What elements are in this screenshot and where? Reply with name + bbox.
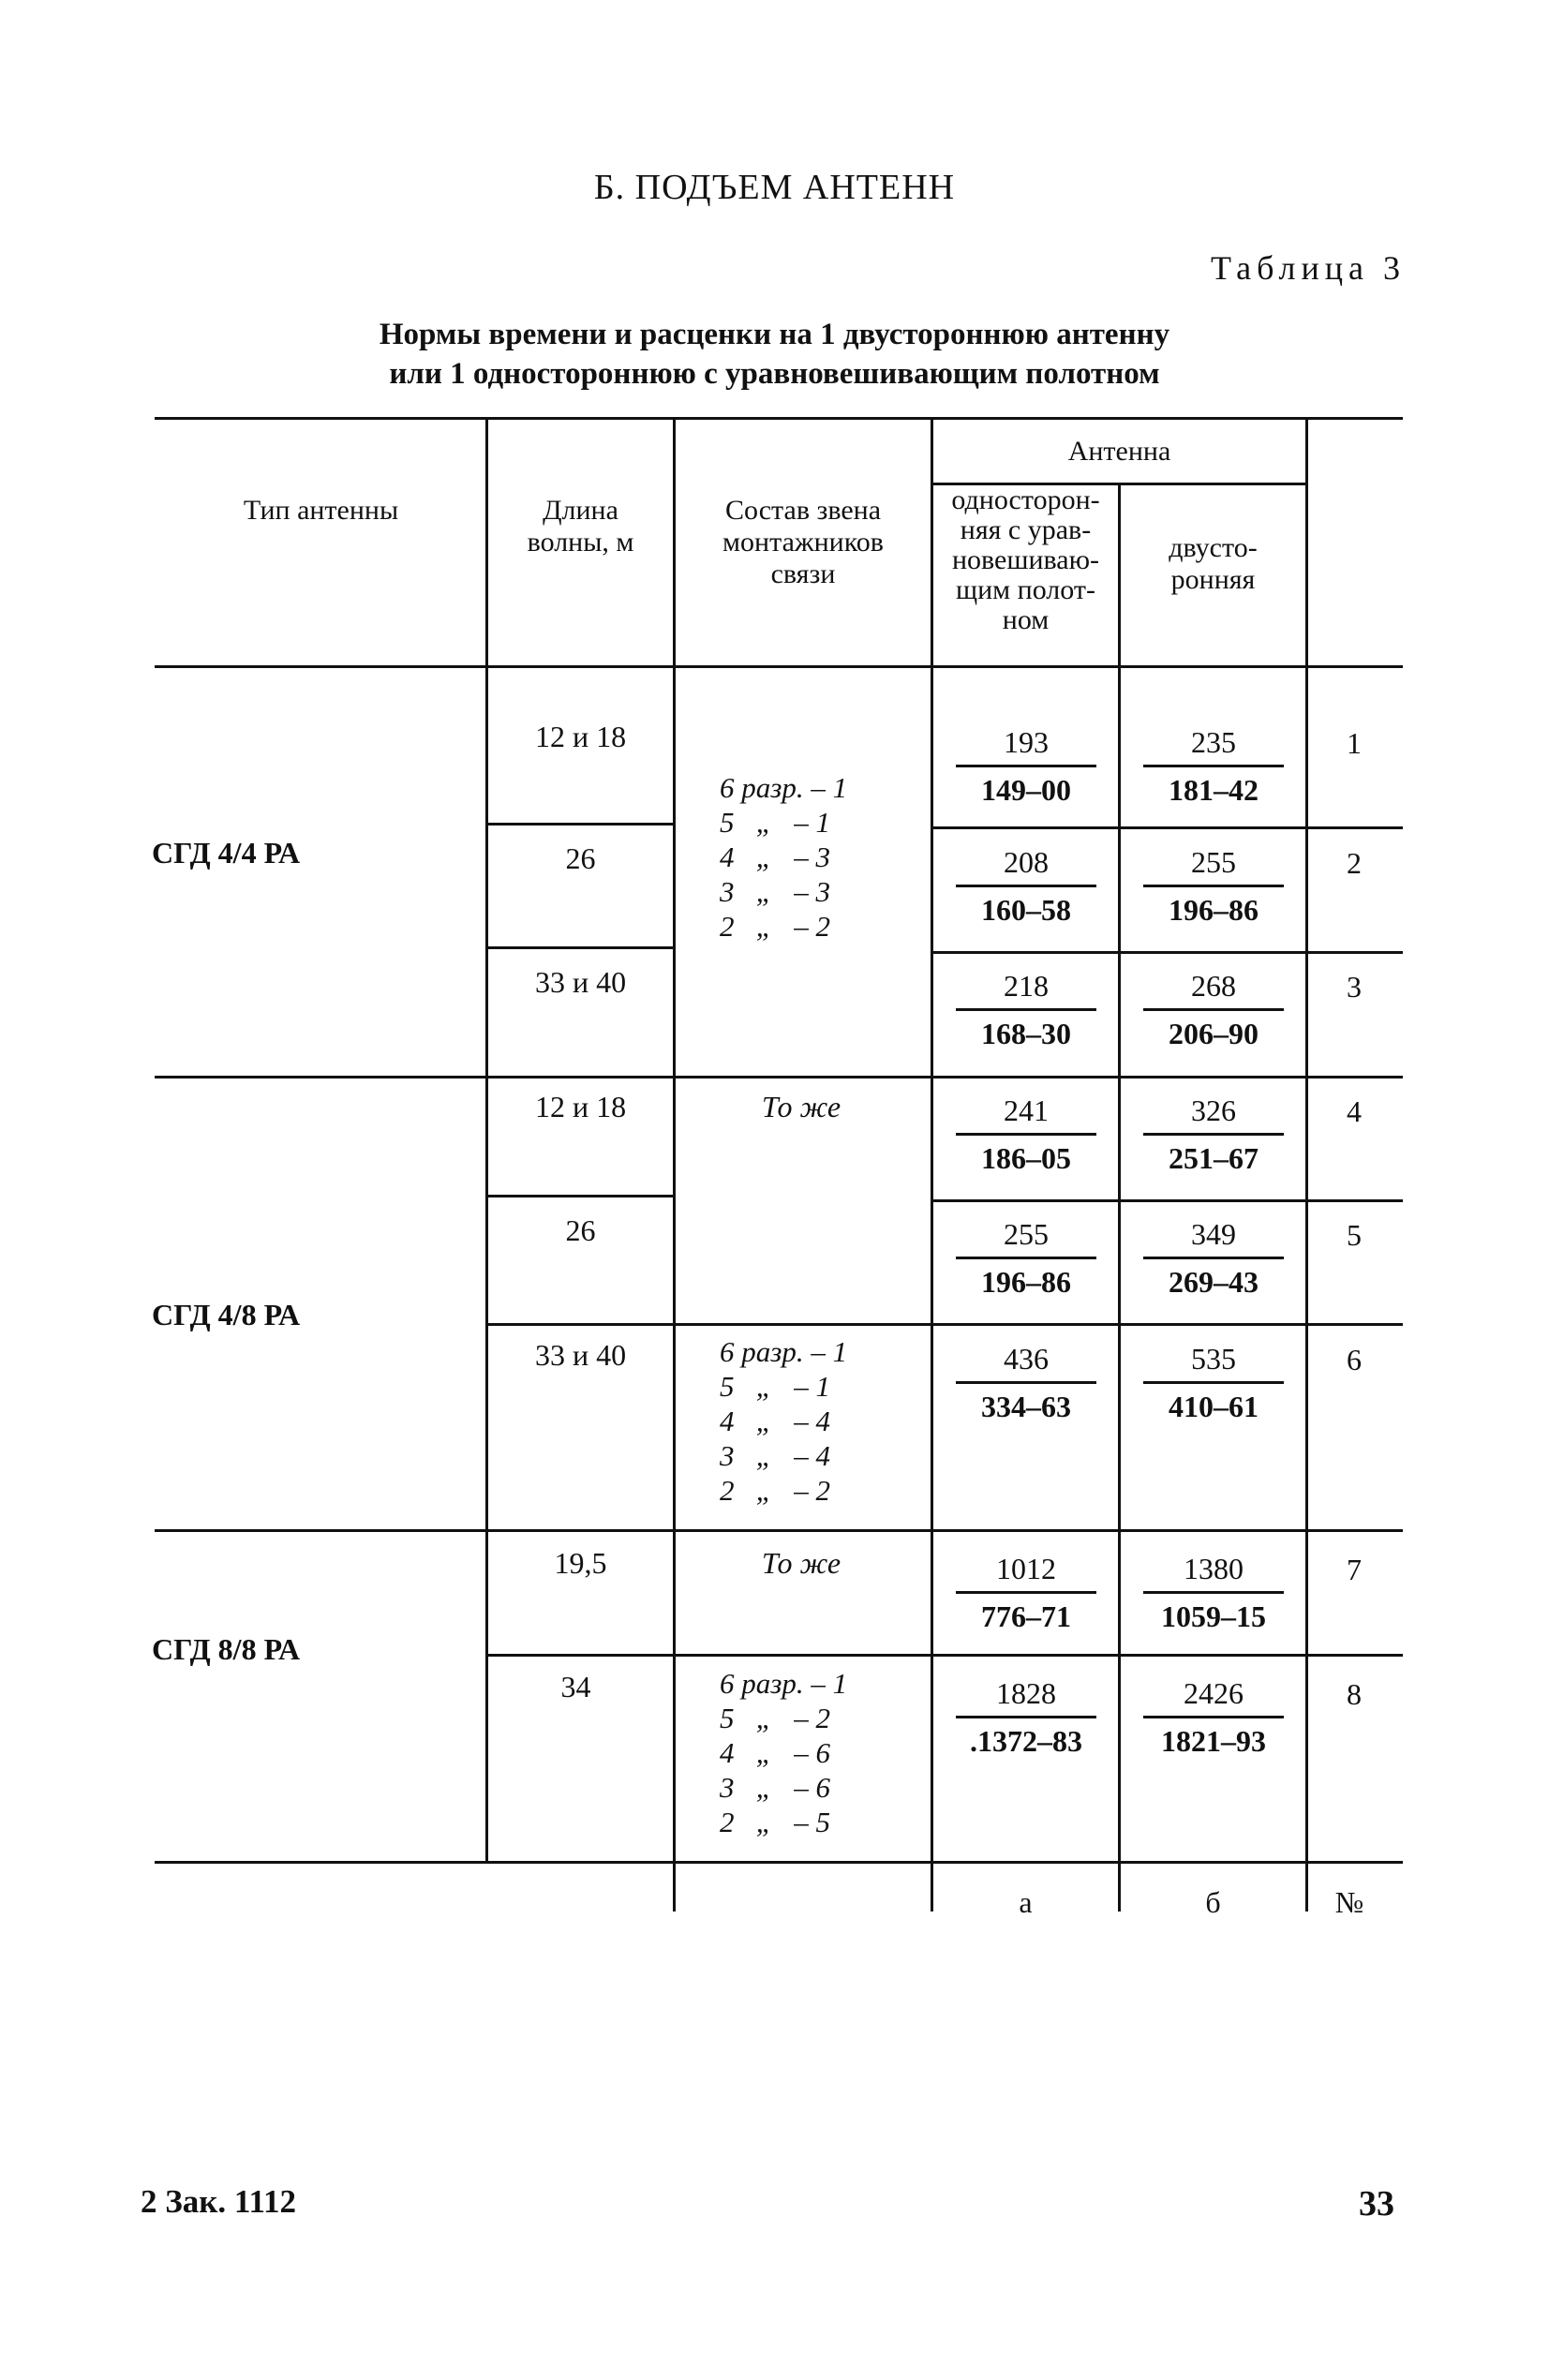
wave-length-cell: 12 и 18 [534,1090,627,1123]
two-sided-norm: 255 196–86 [1143,841,1284,930]
wave-length-cell: 26 [565,841,596,875]
wave-length-cell: 12 и 18 [534,720,627,753]
row-number: 8 [1347,1677,1362,1711]
column-label-number: № [1334,1885,1364,1919]
row-rule [487,1195,675,1197]
two-sided-norm: 349 269–43 [1143,1213,1284,1302]
column-label-b: б [1205,1885,1221,1919]
row-number: 5 [1347,1218,1362,1252]
antenna-type-group-2: СГД 4/8 РА [152,1298,301,1331]
two-sided-norm: 2426 1821–93 [1143,1673,1284,1762]
one-sided-norm: 436 334–63 [956,1338,1096,1427]
row-rule [487,1323,1403,1326]
row-rule [487,1654,1403,1657]
header-antenna: Антенна [1067,436,1171,467]
column-rule [931,417,933,1911]
caption-line-2: или 1 одностороннюю с уравновешивающим полотном [389,357,1160,391]
row-number: 6 [1347,1343,1362,1376]
header-wave-length: Длина волны, м [527,495,634,558]
table-number: Таблица 3 [1211,249,1406,287]
header-bottom-rule [155,665,1403,668]
antenna-type-group-1: СГД 4/4 РА [152,836,301,870]
one-sided-norm: 255 196–86 [956,1213,1096,1302]
row-rule [932,1199,1403,1202]
row-rule [932,826,1403,829]
column-label-a: а [1019,1885,1033,1919]
crew-composition-1: 6 разр. – 1 5 „ – 1 4 „ – 3 3 „ – 3 2 „ – 2 [720,771,848,943]
group-rule [155,1529,1403,1532]
group-rule [155,1076,1403,1078]
crew-same-as-above: То же [761,1090,842,1123]
table-caption [0,315,1549,394]
one-sided-norm: 241 186–05 [956,1090,1096,1179]
row-rule [487,823,675,826]
two-sided-norm: 268 206–90 [1143,965,1284,1054]
wave-length-cell: 34 [560,1670,591,1703]
two-sided-norm: 535 410–61 [1143,1338,1284,1427]
caption-line-1: Нормы времени и расценки на 1 двустороннюю антенну [379,318,1170,351]
row-number: 7 [1347,1553,1362,1586]
header-one-sided: односторон- няя с урав- новешиваю- щим полот- ном [951,484,1100,635]
wave-length-cell: 19,5 [554,1546,607,1580]
wave-length-cell: 33 и 40 [534,965,627,999]
section-heading: Б. ПОДЪЕМ АНТЕНН [593,168,956,207]
one-sided-norm: 1828 .1372–83 [956,1673,1096,1762]
one-sided-norm: 1012 776–71 [956,1548,1096,1637]
crew-same-as-above: То же [761,1546,842,1580]
row-number: 3 [1347,970,1362,1004]
row-number: 2 [1347,846,1362,880]
column-rule [485,417,488,1863]
page-number: 33 [1359,2184,1394,2224]
column-rule [1305,417,1308,1911]
two-sided-norm: 1380 1059–15 [1143,1548,1284,1637]
one-sided-norm: 208 160–58 [956,841,1096,930]
row-rule [487,946,675,949]
antenna-type-group-3: СГД 8/8 РА [152,1632,301,1666]
one-sided-norm: 218 168–30 [956,965,1096,1054]
column-rule [673,417,676,1911]
row-number: 4 [1347,1094,1362,1128]
crew-composition-3: 6 разр. – 1 5 „ – 2 4 „ – 6 3 „ – 6 2 „ – 5 [720,1667,848,1838]
header-crew: Состав звена монтажников связи [722,495,884,589]
row-rule [932,951,1403,954]
crew-composition-2: 6 разр. – 1 5 „ – 1 4 „ – 4 3 „ – 4 2 „ – 2 [720,1335,848,1507]
header-antenna-type: Тип антенны [243,495,399,526]
wave-length-cell: 33 и 40 [534,1338,627,1372]
table-bottom-rule [155,1861,1403,1864]
header-two-sided: двусто- ронняя [1169,532,1258,595]
two-sided-norm: 326 251–67 [1143,1090,1284,1179]
table-top-rule [155,417,1403,420]
column-rule [1118,483,1121,1911]
wave-length-cell: 26 [565,1213,596,1247]
print-order-note: 2 Зак. 1112 [141,2183,297,2220]
row-number: 1 [1347,726,1362,760]
two-sided-norm: 235 181–42 [1143,721,1284,811]
one-sided-norm: 193 149–00 [956,721,1096,811]
